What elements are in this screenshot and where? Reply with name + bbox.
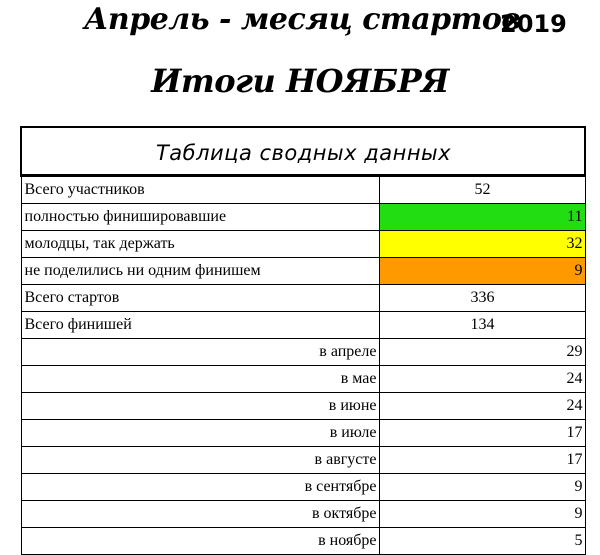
breakdown-label: молодцы, так держать — [21, 231, 379, 258]
breakdown-value: 11 — [379, 204, 585, 231]
page-subtitle: Итоги НОЯБРЯ — [151, 62, 449, 100]
month-value: 9 — [379, 474, 585, 501]
month-label: в октябре — [21, 501, 379, 528]
month-label: в июле — [21, 420, 379, 447]
table-row — [21, 393, 585, 420]
month-label: в сентябре — [21, 474, 379, 501]
month-value: 5 — [379, 528, 585, 555]
table-row — [21, 339, 585, 366]
breakdown-label: полностью финишировавшие — [21, 204, 379, 231]
month-label: в ноябре — [21, 528, 379, 555]
year-label: 2019 — [500, 10, 567, 38]
month-value: 17 — [379, 447, 585, 474]
page-title: Апрель - месяц стартов — [84, 2, 521, 37]
table-row — [21, 447, 585, 474]
table-row — [21, 285, 585, 312]
table-row — [21, 501, 585, 528]
participants-value: 52 — [379, 176, 585, 204]
month-label: в августе — [21, 447, 379, 474]
month-value: 24 — [379, 393, 585, 420]
table-row — [21, 258, 585, 285]
table-row — [21, 312, 585, 339]
month-label: в апреле — [21, 339, 379, 366]
table-row — [21, 204, 585, 231]
month-label: в мае — [21, 366, 379, 393]
finishes-label: Всего финишей — [21, 312, 379, 339]
table-row — [21, 176, 585, 204]
table-row — [21, 366, 585, 393]
month-value: 29 — [379, 339, 585, 366]
breakdown-label: не поделились ни одним финишем — [21, 258, 379, 285]
table-row — [21, 231, 585, 258]
month-value: 9 — [379, 501, 585, 528]
table-caption: Таблица сводных данных — [21, 127, 585, 176]
starts-value: 336 — [379, 285, 585, 312]
month-label: в июне — [21, 393, 379, 420]
participants-label: Всего участников — [21, 176, 379, 204]
breakdown-value: 32 — [379, 231, 585, 258]
summary-table — [20, 126, 586, 555]
table-caption-row — [21, 127, 585, 176]
month-value: 17 — [379, 420, 585, 447]
table-row — [21, 420, 585, 447]
starts-label: Всего стартов — [21, 285, 379, 312]
finishes-value: 134 — [379, 312, 585, 339]
table-row — [21, 528, 585, 555]
month-value: 24 — [379, 366, 585, 393]
table-row — [21, 474, 585, 501]
breakdown-value: 9 — [379, 258, 585, 285]
title-line — [0, 2, 600, 46]
